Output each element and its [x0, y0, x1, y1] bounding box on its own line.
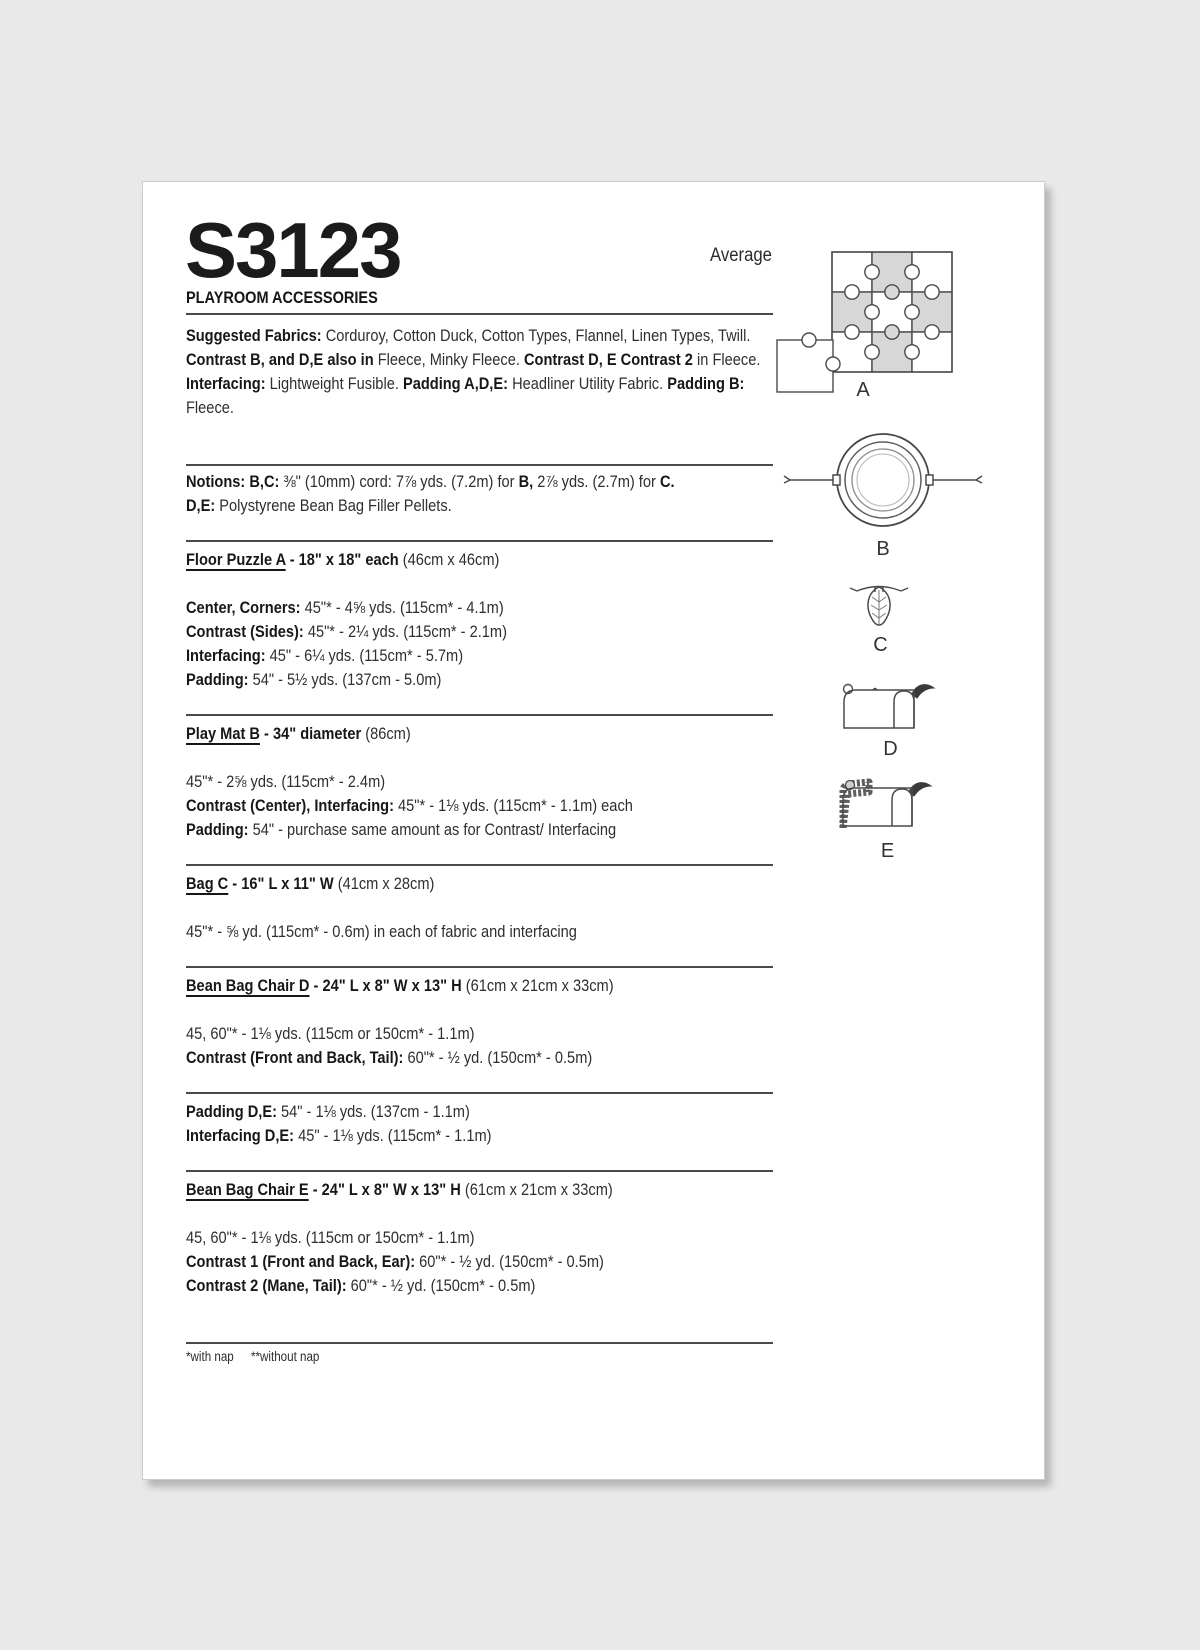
section-divider — [186, 714, 773, 716]
spec-line — [186, 396, 691, 420]
text-segment: Suggested Fabrics: — [186, 326, 322, 345]
item-heading — [186, 548, 691, 572]
text-segment: Notions: B,C: — [186, 472, 280, 491]
text-segment: 45"* - 2¼ yds. (115cm* - 2.1m) — [303, 622, 507, 641]
spec-line — [186, 668, 691, 692]
text-segment: Padding A,D,E: — [402, 374, 509, 393]
item-heading — [186, 974, 691, 998]
item-heading — [186, 722, 691, 746]
spec-line — [186, 644, 691, 668]
spec-line — [186, 494, 691, 518]
text-segment: Padding: — [186, 670, 249, 689]
text-segment: Fleece. — [186, 398, 234, 417]
text-segment: Contrast 1 (Front and Back, Ear): — [186, 1252, 416, 1271]
text-segment: Interfacing: — [186, 374, 266, 393]
difficulty-label: Average — [710, 245, 772, 266]
text-segment: Interfacing: — [186, 646, 266, 665]
text-segment: - 24" L x 8" W x 13" H — [308, 1180, 465, 1199]
spec-line — [186, 1124, 691, 1148]
text-segment: **without nap — [250, 1349, 320, 1364]
text-segment: - 16" L x 11" W — [228, 874, 338, 893]
section-divider — [186, 464, 773, 466]
section-divider — [186, 1342, 773, 1344]
spec-line — [186, 1226, 691, 1250]
text-segment: 45, 60"* - 1⅛ yds. (115cm or 150cm* - 1.1m) — [186, 1228, 475, 1247]
text-segment: Contrast (Sides): — [186, 622, 304, 641]
item-heading — [186, 1178, 691, 1202]
pattern-envelope-back — [142, 181, 1045, 1480]
spec-column-wrap — [186, 289, 773, 1366]
text-segment: 45, 60"* - 1⅛ yds. (115cm or 150cm* - 1.1m) — [186, 1024, 475, 1043]
text-segment: Bean Bag Chair E — [186, 1180, 309, 1199]
bean-bag-chair-e-illustration — [835, 778, 940, 830]
section-divider — [186, 1092, 773, 1094]
text-segment: in Fleece. — [692, 350, 761, 369]
spec-line — [186, 470, 691, 494]
spec-line — [186, 770, 691, 794]
text-segment: 45"* - ⅝ yd. (115cm* - 0.6m) in each of fabric and interfacing — [186, 922, 577, 941]
text-segment: Bag C — [186, 874, 229, 893]
text-segment: 54" - 1⅛ yds. (137cm - 1.1m) — [276, 1102, 470, 1121]
spec-line — [186, 818, 691, 842]
section-divider — [186, 864, 773, 866]
pattern-number: S3123 — [185, 206, 401, 294]
text-segment: B, — [518, 472, 534, 491]
text-segment: Contrast D, E Contrast 2 — [523, 350, 693, 369]
text-segment: 60"* - ½ yd. (150cm* - 0.5m) — [415, 1252, 604, 1271]
text-segment: 45"* - 1⅛ yds. (115cm* - 1.1m) each — [393, 796, 633, 815]
text-segment: ⅜" (10mm) cord: 7⅞ yds. (7.2m) for — [279, 472, 519, 491]
text-segment: - 24" L x 8" W x 13" H — [309, 976, 466, 995]
text-segment: 54" - purchase same amount as for Contrast/ Interfacing — [248, 820, 617, 839]
text-segment: Lightweight Fusible. — [265, 374, 403, 393]
text-segment: - 34" diameter — [259, 724, 366, 743]
text-segment: 45" - 1⅛ yds. (115cm* - 1.1m) — [294, 1126, 492, 1145]
text-segment: Interfacing D,E: — [186, 1126, 295, 1145]
spec-line — [186, 1274, 691, 1298]
text-segment: (46cm x 46cm) — [402, 550, 500, 569]
category-heading-text: PLAYROOM ACCESSORIES — [186, 289, 378, 307]
text-segment: (86cm) — [365, 724, 411, 743]
text-segment: Padding D,E: — [186, 1102, 277, 1121]
text-segment: Corduroy, Cotton Duck, Cotton Types, Flannel, Linen Types, Twill. — [321, 326, 751, 345]
drawstring-bag-illustration — [833, 577, 928, 639]
spec-line — [186, 1046, 691, 1070]
text-segment: Headliner Utility Fabric. — [508, 374, 668, 393]
text-segment: Play Mat B — [186, 724, 260, 743]
text-segment: (61cm x 21cm x 33cm) — [465, 976, 614, 995]
figure-label-d: D — [883, 738, 898, 760]
spec-line — [186, 1022, 691, 1046]
text-segment: C. — [659, 472, 675, 491]
spec-line — [186, 348, 761, 372]
text-segment: Fleece, Minky Fleece. — [373, 350, 524, 369]
text-segment: 45"* - 2⅝ yds. (115cm* - 2.4m) — [186, 772, 386, 791]
item-heading — [186, 872, 691, 896]
text-segment: (61cm x 21cm x 33cm) — [464, 1180, 613, 1199]
text-segment: Padding: — [186, 820, 249, 839]
spec-line — [186, 620, 691, 644]
spec-line — [186, 1250, 691, 1274]
spec-line — [186, 596, 691, 620]
text-segment: D,E: — [186, 496, 216, 515]
floor-puzzle-illustration — [763, 240, 963, 400]
text-segment: - 18" x 18" each — [285, 550, 403, 569]
text-segment: 45"* - 4⅝ yds. (115cm* - 4.1m) — [300, 598, 504, 617]
category-heading — [186, 289, 773, 315]
figure-label-a: A — [856, 379, 870, 401]
spec-line — [186, 920, 691, 944]
figure-label-b: B — [876, 538, 890, 560]
text-segment: 54" - 5½ yds. (137cm - 5.0m) — [248, 670, 442, 689]
text-segment: 60"* - ½ yd. (150cm* - 0.5m) — [346, 1276, 536, 1295]
text-segment: (41cm x 28cm) — [337, 874, 435, 893]
section-divider — [186, 1170, 773, 1172]
text-segment: Contrast (Front and Back, Tail): — [186, 1048, 404, 1067]
text-segment: Floor Puzzle A — [186, 550, 286, 569]
play-mat-illustration — [783, 430, 983, 530]
text-segment: Bean Bag Chair D — [186, 976, 310, 995]
text-segment: Contrast (Center), Interfacing: — [186, 796, 394, 815]
section-divider — [186, 966, 773, 968]
spec-line — [186, 1100, 691, 1124]
text-segment: Polystyrene Bean Bag Filler Pellets. — [215, 496, 452, 515]
spec-column — [186, 324, 773, 1366]
text-segment: Contrast 2 (Mane, Tail): — [186, 1276, 347, 1295]
text-segment: Padding B: — [667, 374, 745, 393]
text-segment: Center, Corners: — [186, 598, 301, 617]
bean-bag-chair-d-illustration — [838, 680, 943, 732]
text-segment: Contrast B, and D,E also in — [186, 350, 374, 369]
spec-line — [186, 794, 691, 818]
figure-label-e: E — [880, 840, 895, 862]
figure-label-c: C — [873, 634, 888, 656]
spec-line — [186, 324, 751, 348]
text-segment: 60"* - ½ yd. (150cm* - 0.5m) — [403, 1048, 593, 1067]
text-segment: 45" - 6¼ yds. (115cm* - 5.7m) — [265, 646, 464, 665]
text-segment: 2⅞ yds. (2.7m) for — [533, 472, 660, 491]
text-segment: *with nap — [186, 1349, 234, 1364]
footnote — [186, 1348, 691, 1366]
section-divider — [186, 540, 773, 542]
spec-line — [186, 372, 745, 396]
